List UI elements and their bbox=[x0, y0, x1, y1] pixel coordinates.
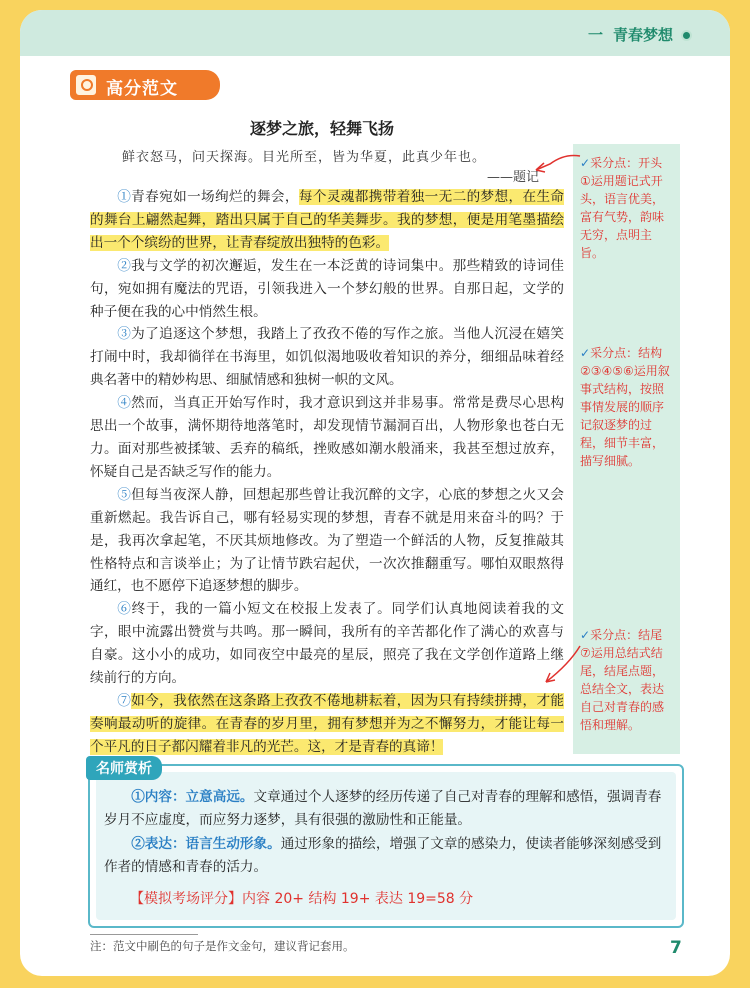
paragraph-1 bbox=[90, 186, 564, 255]
mock-score: 【模拟考场评分】内容 20+ 结构 19+ 表达 19=58 分 bbox=[130, 891, 474, 907]
chapter-title: 青春梦想 bbox=[612, 26, 673, 44]
paragraph-5 bbox=[90, 484, 564, 599]
check-icon: ✓ bbox=[580, 628, 591, 642]
paragraph-text: 为了追逐这个梦想，我踏上了孜孜不倦的写作之旅。当他人沉浸在嬉笑打闹中时，我却徜徉在书海里，如饥似渴地吸收着知识的养分，细细品味着经典名著中的精妙构思、细腻情感和独树一帜的文风。 bbox=[90, 326, 565, 389]
paragraph-text: 但每当夜深人静，回想起那些曾让我沉醉的文字，心底的梦想之火又会重新燃起。我告诉自己，哪有轻易实现的梦想，青春不就是用来奋斗的吗？于是，我再次拿起笔，不厌其烦地修改。为了塑造一个鲜活的人物，反复推敲其性格特点和言谈举止；为了让情节跌宕起伏，一次次推翻重写。哪怕双眼熬得通红，也不愿停下追逐梦想的脚步。 bbox=[90, 486, 565, 595]
review-text: 通过形象的描绘，增强了文章的感染力，使读者能够深刻感受到作者的情感和青春的活力。 bbox=[104, 836, 662, 875]
review-label: ①内容：立意高远。 bbox=[131, 789, 254, 805]
paragraph-text: 终于，我的一篇小短文在校报上发表了。同学们认真地阅读着我的文字，眼中流露出赞赏与共鸣。那一瞬间，我所有的辛苦都化作了满心的欢喜与自豪。这小小的成功，如同夜空中最亮的星辰，照亮了我在文学创作道路上继续前行的方向。 bbox=[90, 601, 565, 687]
top-bar bbox=[20, 10, 730, 56]
annotation-head: 采分点：结构 bbox=[590, 346, 663, 360]
essay-title: 逐梦之旅，轻舞飞扬 bbox=[249, 119, 394, 138]
paragraph-3 bbox=[90, 323, 564, 392]
chapter-label bbox=[588, 24, 692, 45]
check-icon: ✓ bbox=[580, 346, 591, 360]
highlighted-sentence: 这，才是青春的真谛！ bbox=[307, 738, 444, 755]
paragraph-number: ④ bbox=[117, 395, 132, 412]
arrow-icon bbox=[528, 150, 584, 176]
annotation-ending bbox=[580, 626, 674, 734]
annotation-opening bbox=[580, 154, 674, 262]
chapter-dash: 一 bbox=[587, 26, 603, 44]
magnifier-icon bbox=[74, 73, 98, 97]
paragraph-7 bbox=[90, 690, 564, 759]
highlighted-sentence: 如今，我依然在这条路上孜孜不倦地耕耘着，因为只有持续拼搏，才能奏响最动听的旋律。 bbox=[90, 692, 565, 732]
paragraph-2 bbox=[90, 255, 564, 324]
badge-label: 高分范文 bbox=[106, 79, 178, 99]
highlighted-sentence: 在青春的岁月里，拥有梦想并为之不懈努力，才能让每一个平凡的日子都闪耀着非凡的光芒。 bbox=[90, 715, 565, 755]
annotation-body: ⑦运用总结式结尾，结尾点题，总结全文，表达自己对青春的感悟和理解。 bbox=[580, 646, 665, 732]
paragraph-number: ⑤ bbox=[117, 486, 132, 503]
paragraph-4 bbox=[90, 392, 564, 484]
review-tag: 名师赏析 bbox=[86, 756, 162, 780]
epigraph: 鲜衣怒马，问天探海。目光所至，皆为华夏，此真少年也。 bbox=[122, 150, 487, 165]
paragraph-text: 青春宛如一场绚烂的舞会， bbox=[131, 189, 299, 205]
paragraph-number: ① bbox=[117, 189, 132, 205]
paragraph-text: 然而，当真正开始写作时，我才意识到这并非易事。常常是费尽心思构思出一个故事，满怀期待地落笔时，却发现情节漏洞百出，人物形象也苍白无力。面对那些被揉皱、丢弃的稿纸，挫败感如潮水般涌来，我甚至想过放弃，怀疑自己是否缺乏写作的能力。 bbox=[90, 395, 565, 480]
paragraph-number: ③ bbox=[117, 326, 132, 343]
paragraph-number: ② bbox=[117, 257, 132, 274]
highlighted-sentence: 我的梦想，便是用笔墨描绘出一个个缤纷的世界，让青春绽放出独特的色彩。 bbox=[90, 211, 564, 251]
paragraph-number: ⑦ bbox=[117, 692, 132, 709]
annotation-body: ①运用题记式开头，语言优美，富有气势，韵味无穷，点明主旨。 bbox=[580, 174, 665, 260]
paragraph-number: ⑥ bbox=[117, 601, 132, 618]
check-icon: ✓ bbox=[580, 156, 591, 170]
epigraph-signature: ——题记 bbox=[487, 170, 540, 185]
review-text: 文章通过个人逐梦的经历传递了自己对青春的理解和感悟，强调青春岁月不应虚度，而应努力逐梦，具有很强的激励性和正能量。 bbox=[104, 789, 662, 828]
review-label: ②表达：语言生动形象。 bbox=[131, 836, 281, 852]
essay-body bbox=[90, 186, 564, 759]
section-badge bbox=[70, 70, 220, 100]
annotation-head: 采分点：结尾 bbox=[590, 628, 663, 642]
review-item-content bbox=[104, 786, 664, 832]
footnote-divider bbox=[90, 934, 198, 935]
paragraph-text: 我与文学的初次邂逅，发生在一本泛黄的诗词集中。那些精致的诗词佳句，宛如拥有魔法的咒语，引领我进入一个梦幻般的世界。自那日起，文学的种子便在我的心中悄然生根。 bbox=[90, 257, 565, 320]
page-number: 7 bbox=[670, 938, 682, 958]
dot-icon bbox=[681, 30, 692, 41]
highlighted-sentence: 每个灵魂都携带着独一无二的梦想，在生命的舞台上翩然起舞，踏出只属于自己的华美舞步。 bbox=[90, 189, 565, 228]
paragraph-6 bbox=[90, 598, 564, 690]
review-item-expression bbox=[104, 833, 664, 879]
annotation-head: 采分点：开头 bbox=[590, 156, 663, 170]
annotation-body: ②③④⑤⑥运用叙事式结构，按照事情发展的顺序记叙逐梦的过程，细节丰富，描写细腻。 bbox=[580, 364, 670, 468]
footnote: 注：范文中刷色的句子是作文金句，建议背记套用。 bbox=[90, 939, 355, 953]
annotation-structure bbox=[580, 344, 674, 470]
arrow-icon bbox=[540, 642, 584, 688]
